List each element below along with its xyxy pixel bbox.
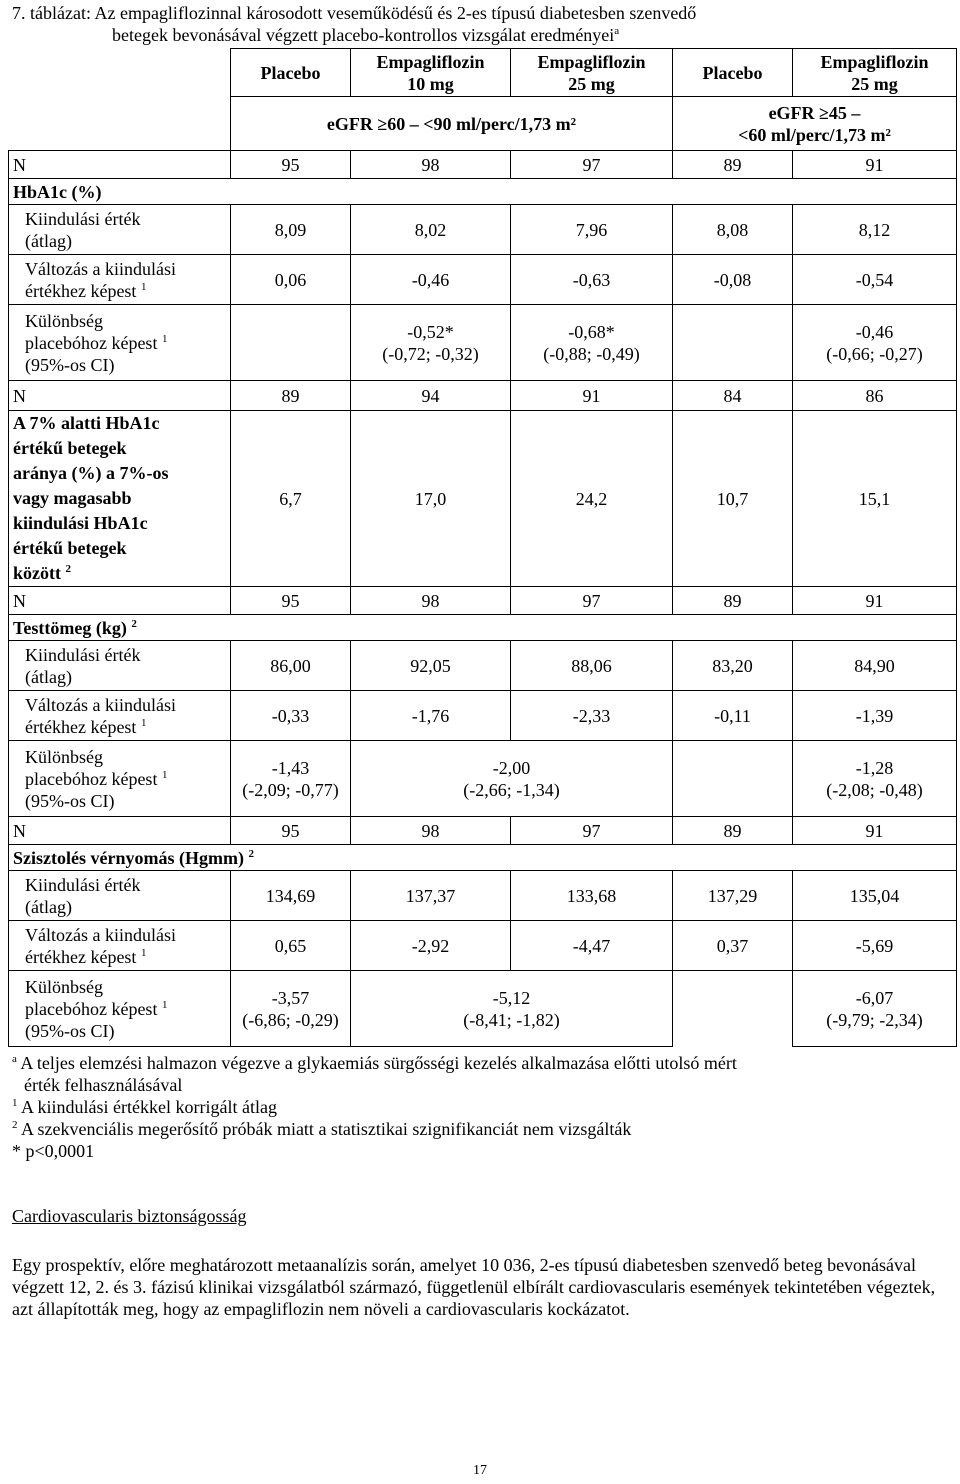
footnote-1: $^1$ A kiindulási értékkel korrigált átlag (12, 1097, 277, 1117)
table-row (9, 845, 957, 871)
table-row: N 95 98 97 89 91 (9, 587, 957, 615)
caption-line-1: 7. táblázat: Az empagliflozinnal károsodott veseműködésű és 2-es típusú diabetesben szenvedő (12, 3, 697, 23)
egfr-group-2: eGFR ≥45 – <60 ml/perc/1,73 m² (673, 97, 957, 151)
table-row: Változás a kiindulási értékhez képest $^1$ 0,65 -2,92 -4,47 0,37 -5,69 (9, 921, 957, 971)
table-row: Változás a kiindulási értékhez képest $^1$ 0,06 -0,46 -0,63 -0,08 -0,54 (9, 255, 957, 305)
header-empa10: Empagliflozin 10 mg (351, 49, 511, 97)
page-number: 17 (473, 1463, 487, 1478)
results-table (8, 48, 957, 1047)
table-row: N 95 98 97 89 91 (9, 817, 957, 845)
weight-heading: Testtömeg (kg) $^2$ (9, 615, 957, 641)
table-row: Különbség placebóhoz képest $^1$ (95%-os CI) -3,57 (-6,86; -0,29) -5,12 (-8,41; -1,82) -6,07 (-9,79; -2,34) (9, 971, 957, 1047)
body-paragraph: Egy prospektív, előre meghatározott metaanalízis során, amelyet 10 036, 2-es típusú diabetesben szenvedő beteg bevonásával végzett 12, 2. és 3. fázisú klinikai vizsgálatból származó, függetlenül elbírált cardiovascularis események tekintetében végeztek, azt állapították meg, hogy az empagliflozin nem növeli a cardiovascularis kockázatot. (12, 1255, 936, 1319)
header-empa25-1: Empagliflozin 25 mg (511, 49, 673, 97)
table-row: Kiindulási érték (átlag) 8,09 8,02 7,96 8,08 8,12 (9, 205, 957, 255)
header-empa25-2: Empagliflozin 25 mg (793, 49, 957, 97)
footnote-a: $^a$ A teljes elemzési halmazon végezve a glykaemiás sürgősségi kezelés alkalmazása előtti utolsó mért (12, 1053, 737, 1073)
header-placebo-2: Placebo (673, 49, 793, 97)
footnote-a-cont: érték felhasználásával (24, 1075, 183, 1095)
table-footnotes (12, 1052, 952, 1162)
hba1c-target-label: A 7% alatti HbA1c értékű betegek aránya (%) a 7%-os vagy magasabb kiindulási HbA1c értékű betegek között $^2$ (9, 411, 231, 587)
caption-line-2: betegek bevonásával végzett placebo-kontrollos vizsgálat eredményei$^a$ (112, 25, 620, 45)
hba1c-heading: HbA1c (%) (9, 179, 957, 205)
table-row: Kiindulási érték (átlag) 86,00 92,05 88,06 83,20 84,90 (9, 641, 957, 691)
table-row: Kiindulási érték (átlag) 134,69 137,37 133,68 137,29 135,04 (9, 871, 957, 921)
table-row: Különbség placebóhoz képest $^1$ (95%-os CI) -0,52* (-0,72; -0,32) -0,68* (-0,88; -0,49) -0,46 (-0,66; -0,27) (9, 305, 957, 381)
table-row (9, 179, 957, 205)
footnote-star: * p<0,0001 (12, 1141, 95, 1161)
section-heading: Cardiovascularis biztonságosság (12, 1206, 247, 1226)
table-caption (12, 2, 952, 46)
table-row (9, 615, 957, 641)
egfr-group-row (9, 97, 957, 151)
table-row: Különbség placebóhoz képest $^1$ (95%-os CI) -1,43 (-2,09; -0,77) -2,00 (-2,66; -1,34) -1,28 (-2,08; -0,48) (9, 741, 957, 817)
header-placebo-1: Placebo (231, 49, 351, 97)
table-row: Változás a kiindulási értékhez képest $^1$ -0,33 -1,76 -2,33 -0,11 -1,39 (9, 691, 957, 741)
sbp-heading: Szisztolés vérnyomás (Hgmm) $^2$ (9, 845, 957, 871)
table-row: N 89 94 91 84 86 (9, 381, 957, 411)
table-row: A 7% alatti HbA1c értékű betegek aránya (%) a 7%-os vagy magasabb kiindulási HbA1c értékű betegek között $^2$ 6,7 17,0 24,2 10,7 15,1 (9, 411, 957, 587)
header-row (9, 49, 957, 97)
footnote-2: $^2$ A szekvenciális megerősítő próbák miatt a statisztikai szignifikanciát nem vizsgálták (12, 1119, 632, 1139)
table-row: N 95 98 97 89 91 (9, 151, 957, 179)
egfr-group-1: eGFR ≥60 – <90 ml/perc/1,73 m² (231, 97, 673, 151)
